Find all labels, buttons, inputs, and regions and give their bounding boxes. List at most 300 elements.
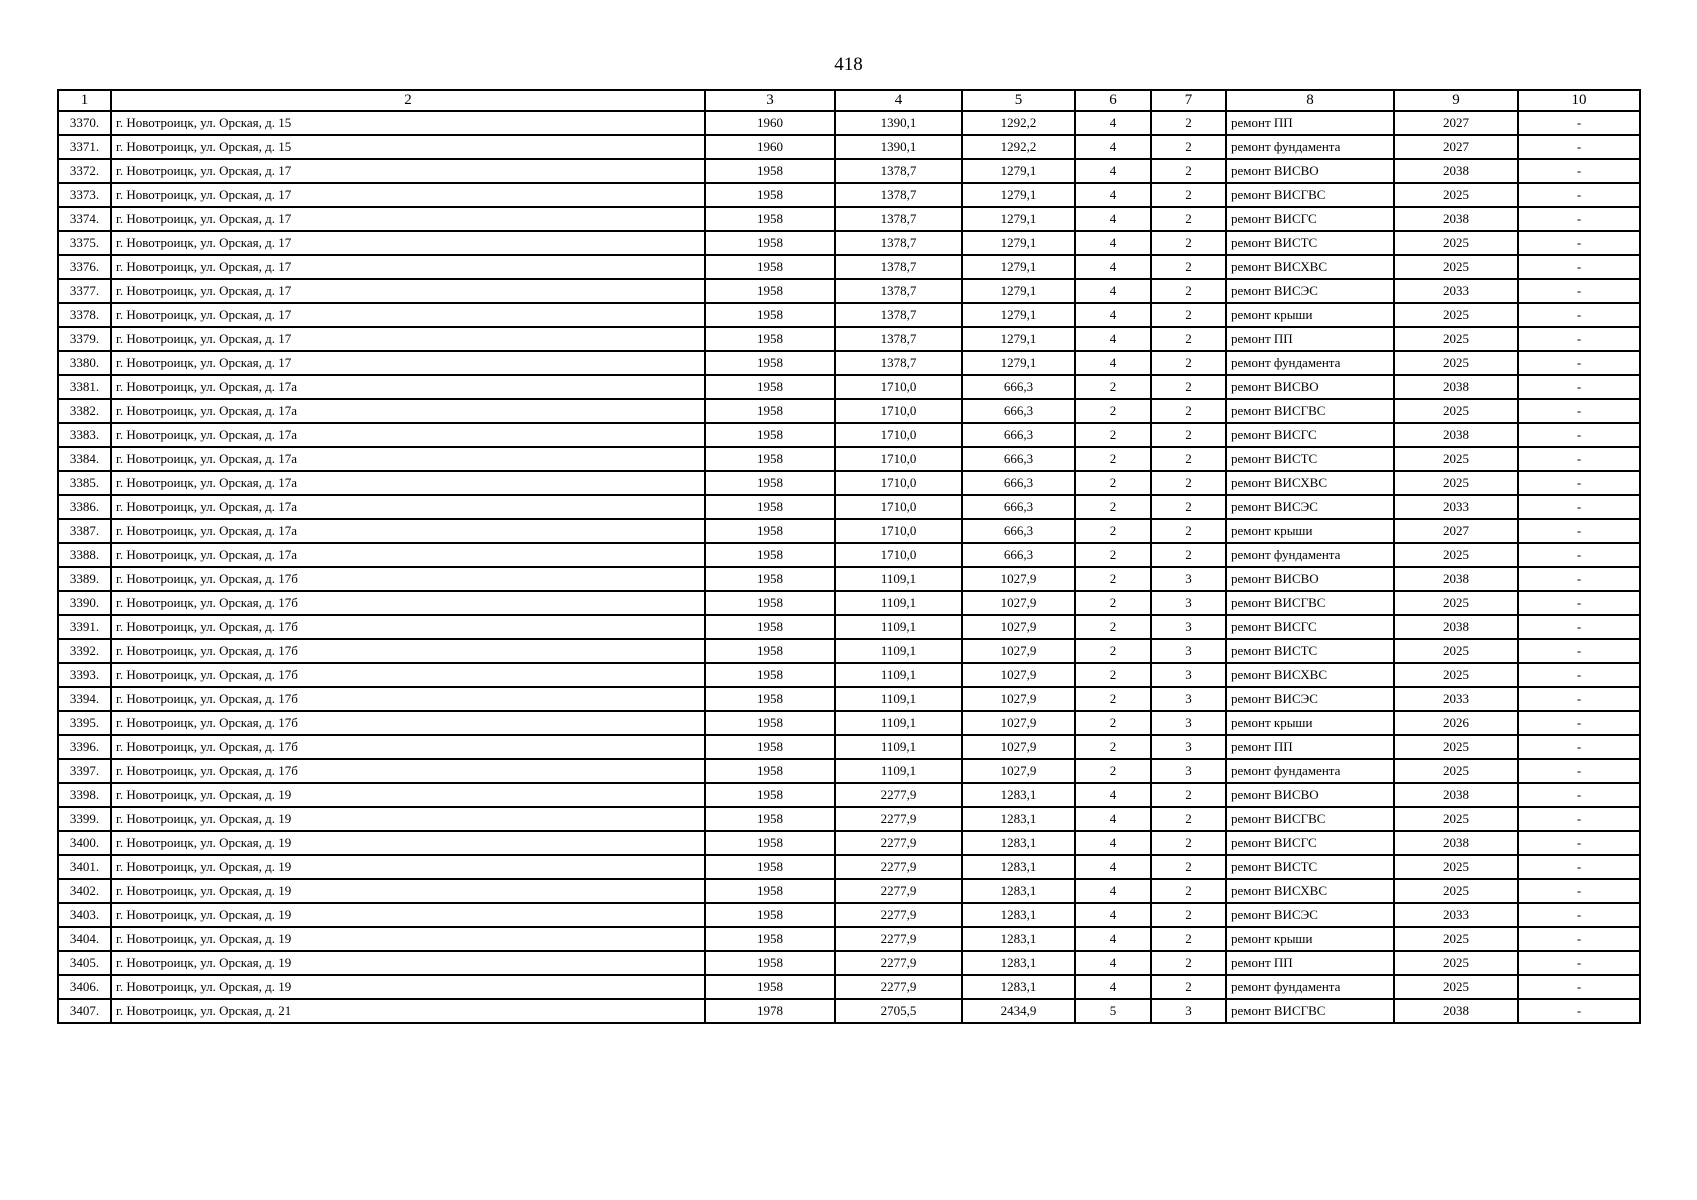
table-body — [58, 111, 1640, 1023]
cell-floors: 2 — [1075, 399, 1151, 423]
cell-build-year: 1958 — [705, 711, 835, 735]
cell-total-area: 1109,1 — [835, 591, 962, 615]
cell-living-area: 666,3 — [962, 423, 1075, 447]
cell-work-type: ремонт ВИСХВС — [1226, 879, 1394, 903]
cell-entrances: 2 — [1151, 543, 1226, 567]
cell-floors: 2 — [1075, 759, 1151, 783]
cell-address: г. Новотроицк, ул. Орская, д. 17 — [111, 327, 705, 351]
cell-cost: - — [1518, 543, 1640, 567]
table-row — [58, 879, 1640, 903]
cell-row-number: 3398. — [58, 783, 111, 807]
cell-address: г. Новотроицк, ул. Орская, д. 17а — [111, 543, 705, 567]
cell-floors: 4 — [1075, 879, 1151, 903]
cell-total-area: 1378,7 — [835, 327, 962, 351]
cell-cost: - — [1518, 831, 1640, 855]
cell-entrances: 3 — [1151, 759, 1226, 783]
cell-cost: - — [1518, 303, 1640, 327]
cell-living-area: 1279,1 — [962, 207, 1075, 231]
cell-work-type: ремонт ВИСТС — [1226, 855, 1394, 879]
cell-cost: - — [1518, 975, 1640, 999]
cell-floors: 4 — [1075, 183, 1151, 207]
cell-planned-year: 2027 — [1394, 519, 1518, 543]
cell-cost: - — [1518, 687, 1640, 711]
cell-living-area: 1279,1 — [962, 303, 1075, 327]
cell-cost: - — [1518, 207, 1640, 231]
cell-row-number: 3401. — [58, 855, 111, 879]
cell-total-area: 1109,1 — [835, 567, 962, 591]
cell-cost: - — [1518, 663, 1640, 687]
cell-planned-year: 2025 — [1394, 855, 1518, 879]
cell-floors: 4 — [1075, 927, 1151, 951]
cell-row-number: 3407. — [58, 999, 111, 1023]
cell-total-area: 1378,7 — [835, 279, 962, 303]
cell-living-area: 1279,1 — [962, 279, 1075, 303]
cell-total-area: 1378,7 — [835, 255, 962, 279]
cell-cost: - — [1518, 951, 1640, 975]
table-row — [58, 855, 1640, 879]
cell-row-number: 3371. — [58, 135, 111, 159]
cell-row-number: 3373. — [58, 183, 111, 207]
cell-build-year: 1958 — [705, 399, 835, 423]
table-row — [58, 183, 1640, 207]
cell-entrances: 2 — [1151, 183, 1226, 207]
cell-build-year: 1958 — [705, 807, 835, 831]
cell-row-number: 3400. — [58, 831, 111, 855]
cell-address: г. Новотроицк, ул. Орская, д. 17а — [111, 375, 705, 399]
table-row — [58, 303, 1640, 327]
cell-address: г. Новотроицк, ул. Орская, д. 17б — [111, 615, 705, 639]
cell-build-year: 1978 — [705, 999, 835, 1023]
cell-build-year: 1958 — [705, 927, 835, 951]
cell-living-area: 1279,1 — [962, 183, 1075, 207]
cell-row-number: 3387. — [58, 519, 111, 543]
cell-planned-year: 2025 — [1394, 351, 1518, 375]
cell-work-type: ремонт ПП — [1226, 111, 1394, 135]
cell-planned-year: 2025 — [1394, 879, 1518, 903]
table-row — [58, 975, 1640, 999]
table-row — [58, 951, 1640, 975]
cell-living-area: 1283,1 — [962, 855, 1075, 879]
cell-row-number: 3404. — [58, 927, 111, 951]
cell-floors: 4 — [1075, 135, 1151, 159]
cell-cost: - — [1518, 519, 1640, 543]
cell-living-area: 1027,9 — [962, 687, 1075, 711]
cell-work-type: ремонт ВИСГВС — [1226, 399, 1394, 423]
cell-living-area: 666,3 — [962, 399, 1075, 423]
table-row — [58, 903, 1640, 927]
cell-living-area: 1292,2 — [962, 111, 1075, 135]
cell-entrances: 2 — [1151, 519, 1226, 543]
cell-entrances: 2 — [1151, 471, 1226, 495]
cell-total-area: 2277,9 — [835, 903, 962, 927]
cell-floors: 2 — [1075, 519, 1151, 543]
cell-planned-year: 2038 — [1394, 567, 1518, 591]
cell-build-year: 1958 — [705, 495, 835, 519]
cell-row-number: 3406. — [58, 975, 111, 999]
cell-entrances: 3 — [1151, 591, 1226, 615]
cell-address: г. Новотроицк, ул. Орская, д. 17б — [111, 639, 705, 663]
cell-work-type: ремонт фундамента — [1226, 759, 1394, 783]
cell-planned-year: 2038 — [1394, 783, 1518, 807]
cell-address: г. Новотроицк, ул. Орская, д. 17а — [111, 447, 705, 471]
col-header-7: 7 — [1151, 90, 1226, 111]
cell-living-area: 1279,1 — [962, 327, 1075, 351]
cell-entrances: 2 — [1151, 903, 1226, 927]
cell-build-year: 1958 — [705, 567, 835, 591]
cell-cost: - — [1518, 927, 1640, 951]
header-row — [58, 90, 1640, 111]
cell-build-year: 1958 — [705, 471, 835, 495]
cell-planned-year: 2025 — [1394, 807, 1518, 831]
cell-work-type: ремонт ПП — [1226, 951, 1394, 975]
cell-living-area: 1283,1 — [962, 879, 1075, 903]
cell-floors: 2 — [1075, 567, 1151, 591]
cell-row-number: 3374. — [58, 207, 111, 231]
table-row — [58, 735, 1640, 759]
cell-row-number: 3372. — [58, 159, 111, 183]
cell-work-type: ремонт ВИСВО — [1226, 567, 1394, 591]
cell-cost: - — [1518, 855, 1640, 879]
cell-row-number: 3389. — [58, 567, 111, 591]
cell-build-year: 1958 — [705, 423, 835, 447]
cell-row-number: 3402. — [58, 879, 111, 903]
cell-row-number: 3397. — [58, 759, 111, 783]
cell-work-type: ремонт ВИСГС — [1226, 831, 1394, 855]
cell-entrances: 2 — [1151, 135, 1226, 159]
cell-cost: - — [1518, 879, 1640, 903]
col-header-9: 9 — [1394, 90, 1518, 111]
cell-total-area: 1378,7 — [835, 159, 962, 183]
cell-work-type: ремонт крыши — [1226, 519, 1394, 543]
cell-build-year: 1960 — [705, 111, 835, 135]
cell-total-area: 1109,1 — [835, 615, 962, 639]
table-row — [58, 423, 1640, 447]
cell-floors: 4 — [1075, 807, 1151, 831]
cell-address: г. Новотроицк, ул. Орская, д. 19 — [111, 975, 705, 999]
cell-build-year: 1958 — [705, 351, 835, 375]
table-row — [58, 375, 1640, 399]
cell-entrances: 2 — [1151, 399, 1226, 423]
cell-work-type: ремонт ВИСХВС — [1226, 255, 1394, 279]
cell-total-area: 1109,1 — [835, 735, 962, 759]
cell-entrances: 2 — [1151, 927, 1226, 951]
cell-entrances: 3 — [1151, 639, 1226, 663]
cell-cost: - — [1518, 231, 1640, 255]
cell-planned-year: 2027 — [1394, 135, 1518, 159]
cell-planned-year: 2038 — [1394, 615, 1518, 639]
cell-build-year: 1958 — [705, 303, 835, 327]
cell-work-type: ремонт ВИСТС — [1226, 639, 1394, 663]
table-row — [58, 231, 1640, 255]
cell-address: г. Новотроицк, ул. Орская, д. 19 — [111, 783, 705, 807]
cell-work-type: ремонт фундамента — [1226, 135, 1394, 159]
cell-row-number: 3392. — [58, 639, 111, 663]
table-row — [58, 279, 1640, 303]
cell-living-area: 1279,1 — [962, 231, 1075, 255]
cell-living-area: 1027,9 — [962, 663, 1075, 687]
cell-address: г. Новотроицк, ул. Орская, д. 17а — [111, 495, 705, 519]
cell-address: г. Новотроицк, ул. Орская, д. 17 — [111, 303, 705, 327]
cell-entrances: 3 — [1151, 687, 1226, 711]
cell-build-year: 1958 — [705, 975, 835, 999]
cell-build-year: 1958 — [705, 591, 835, 615]
cell-total-area: 1710,0 — [835, 399, 962, 423]
cell-work-type: ремонт ВИСЭС — [1226, 903, 1394, 927]
cell-work-type: ремонт ВИСТС — [1226, 231, 1394, 255]
cell-build-year: 1958 — [705, 447, 835, 471]
cell-cost: - — [1518, 759, 1640, 783]
cell-work-type: ремонт крыши — [1226, 303, 1394, 327]
col-header-5: 5 — [962, 90, 1075, 111]
cell-build-year: 1958 — [705, 879, 835, 903]
cell-total-area: 1710,0 — [835, 423, 962, 447]
cell-address: г. Новотроицк, ул. Орская, д. 17а — [111, 399, 705, 423]
table-row — [58, 111, 1640, 135]
cell-work-type: ремонт ПП — [1226, 327, 1394, 351]
cell-living-area: 1027,9 — [962, 735, 1075, 759]
cell-build-year: 1958 — [705, 543, 835, 567]
cell-total-area: 1710,0 — [835, 471, 962, 495]
cell-build-year: 1958 — [705, 327, 835, 351]
cell-cost: - — [1518, 399, 1640, 423]
cell-cost: - — [1518, 735, 1640, 759]
col-header-6: 6 — [1075, 90, 1151, 111]
cell-cost: - — [1518, 567, 1640, 591]
cell-planned-year: 2033 — [1394, 495, 1518, 519]
cell-entrances: 2 — [1151, 279, 1226, 303]
cell-row-number: 3394. — [58, 687, 111, 711]
cell-planned-year: 2038 — [1394, 375, 1518, 399]
cell-row-number: 3405. — [58, 951, 111, 975]
cell-work-type: ремонт ВИСГВС — [1226, 999, 1394, 1023]
cell-living-area: 1283,1 — [962, 783, 1075, 807]
cell-floors: 2 — [1075, 447, 1151, 471]
cell-entrances: 3 — [1151, 735, 1226, 759]
cell-row-number: 3370. — [58, 111, 111, 135]
cell-planned-year: 2038 — [1394, 159, 1518, 183]
cell-living-area: 1027,9 — [962, 711, 1075, 735]
cell-work-type: ремонт фундамента — [1226, 543, 1394, 567]
table-row — [58, 687, 1640, 711]
cell-floors: 2 — [1075, 471, 1151, 495]
table-row — [58, 495, 1640, 519]
table-row — [58, 255, 1640, 279]
cell-build-year: 1958 — [705, 207, 835, 231]
cell-entrances: 2 — [1151, 783, 1226, 807]
table-row — [58, 519, 1640, 543]
table-row — [58, 351, 1640, 375]
cell-cost: - — [1518, 135, 1640, 159]
cell-living-area: 1027,9 — [962, 615, 1075, 639]
cell-living-area: 2434,9 — [962, 999, 1075, 1023]
cell-total-area: 1710,0 — [835, 375, 962, 399]
cell-build-year: 1958 — [705, 951, 835, 975]
table-row — [58, 807, 1640, 831]
cell-living-area: 666,3 — [962, 447, 1075, 471]
cell-total-area: 1378,7 — [835, 231, 962, 255]
cell-address: г. Новотроицк, ул. Орская, д. 19 — [111, 831, 705, 855]
cell-build-year: 1958 — [705, 615, 835, 639]
table-row — [58, 759, 1640, 783]
table-row — [58, 471, 1640, 495]
cell-entrances: 2 — [1151, 159, 1226, 183]
cell-work-type: ремонт ВИСЭС — [1226, 495, 1394, 519]
cell-floors: 2 — [1075, 615, 1151, 639]
cell-work-type: ремонт ВИСВО — [1226, 375, 1394, 399]
col-header-1: 1 — [58, 90, 111, 111]
cell-row-number: 3377. — [58, 279, 111, 303]
cell-total-area: 1378,7 — [835, 183, 962, 207]
cell-cost: - — [1518, 999, 1640, 1023]
cell-total-area: 1109,1 — [835, 759, 962, 783]
cell-build-year: 1958 — [705, 255, 835, 279]
cell-planned-year: 2025 — [1394, 759, 1518, 783]
cell-floors: 2 — [1075, 495, 1151, 519]
cell-entrances: 3 — [1151, 999, 1226, 1023]
cell-address: г. Новотроицк, ул. Орская, д. 17б — [111, 591, 705, 615]
cell-build-year: 1958 — [705, 831, 835, 855]
cell-living-area: 666,3 — [962, 471, 1075, 495]
cell-row-number: 3376. — [58, 255, 111, 279]
cell-living-area: 1027,9 — [962, 759, 1075, 783]
cell-living-area: 666,3 — [962, 519, 1075, 543]
cell-work-type: ремонт крыши — [1226, 711, 1394, 735]
cell-planned-year: 2025 — [1394, 471, 1518, 495]
cell-cost: - — [1518, 591, 1640, 615]
cell-entrances: 2 — [1151, 975, 1226, 999]
cell-build-year: 1958 — [705, 663, 835, 687]
cell-work-type: ремонт ПП — [1226, 735, 1394, 759]
cell-planned-year: 2033 — [1394, 687, 1518, 711]
cell-work-type: ремонт крыши — [1226, 927, 1394, 951]
cell-planned-year: 2025 — [1394, 183, 1518, 207]
cell-total-area: 1390,1 — [835, 135, 962, 159]
cell-build-year: 1958 — [705, 783, 835, 807]
cell-row-number: 3396. — [58, 735, 111, 759]
table-row — [58, 639, 1640, 663]
cell-total-area: 2277,9 — [835, 951, 962, 975]
cell-work-type: ремонт фундамента — [1226, 975, 1394, 999]
table-row — [58, 543, 1640, 567]
table-row — [58, 711, 1640, 735]
cell-work-type: ремонт ВИСВО — [1226, 783, 1394, 807]
cell-total-area: 1378,7 — [835, 351, 962, 375]
cell-living-area: 1283,1 — [962, 807, 1075, 831]
cell-living-area: 1283,1 — [962, 951, 1075, 975]
cell-total-area: 2277,9 — [835, 879, 962, 903]
cell-floors: 4 — [1075, 903, 1151, 927]
cell-address: г. Новотроицк, ул. Орская, д. 15 — [111, 135, 705, 159]
cell-cost: - — [1518, 375, 1640, 399]
cell-row-number: 3393. — [58, 663, 111, 687]
cell-address: г. Новотроицк, ул. Орская, д. 17 — [111, 279, 705, 303]
table-row — [58, 207, 1640, 231]
cell-living-area: 1283,1 — [962, 927, 1075, 951]
cell-planned-year: 2025 — [1394, 663, 1518, 687]
cell-planned-year: 2025 — [1394, 951, 1518, 975]
cell-planned-year: 2025 — [1394, 231, 1518, 255]
cell-cost: - — [1518, 471, 1640, 495]
cell-build-year: 1958 — [705, 855, 835, 879]
cell-total-area: 1710,0 — [835, 447, 962, 471]
cell-row-number: 3390. — [58, 591, 111, 615]
cell-entrances: 2 — [1151, 495, 1226, 519]
cell-address: г. Новотроицк, ул. Орская, д. 17 — [111, 255, 705, 279]
cell-entrances: 2 — [1151, 111, 1226, 135]
cell-planned-year: 2025 — [1394, 591, 1518, 615]
cell-floors: 4 — [1075, 279, 1151, 303]
cell-floors: 2 — [1075, 423, 1151, 447]
cell-address: г. Новотроицк, ул. Орская, д. 15 — [111, 111, 705, 135]
cell-work-type: ремонт ВИСТС — [1226, 447, 1394, 471]
cell-cost: - — [1518, 159, 1640, 183]
cell-planned-year: 2038 — [1394, 999, 1518, 1023]
cell-entrances: 2 — [1151, 207, 1226, 231]
table-row — [58, 783, 1640, 807]
cell-floors: 2 — [1075, 591, 1151, 615]
cell-entrances: 3 — [1151, 615, 1226, 639]
cell-entrances: 3 — [1151, 663, 1226, 687]
cell-build-year: 1960 — [705, 135, 835, 159]
cell-row-number: 3375. — [58, 231, 111, 255]
cell-floors: 4 — [1075, 207, 1151, 231]
cell-living-area: 1283,1 — [962, 903, 1075, 927]
cell-total-area: 2277,9 — [835, 783, 962, 807]
cell-total-area: 1378,7 — [835, 303, 962, 327]
cell-total-area: 2277,9 — [835, 975, 962, 999]
cell-planned-year: 2025 — [1394, 543, 1518, 567]
cell-address: г. Новотроицк, ул. Орская, д. 17а — [111, 423, 705, 447]
cell-build-year: 1958 — [705, 639, 835, 663]
cell-work-type: ремонт ВИСГС — [1226, 615, 1394, 639]
cell-entrances: 2 — [1151, 807, 1226, 831]
cell-planned-year: 2025 — [1394, 927, 1518, 951]
cell-work-type: ремонт ВИСГВС — [1226, 591, 1394, 615]
cell-row-number: 3385. — [58, 471, 111, 495]
cell-living-area: 1027,9 — [962, 639, 1075, 663]
col-header-2: 2 — [111, 90, 705, 111]
col-header-10: 10 — [1518, 90, 1640, 111]
cell-entrances: 2 — [1151, 951, 1226, 975]
table-row — [58, 591, 1640, 615]
cell-planned-year: 2033 — [1394, 279, 1518, 303]
cell-total-area: 2277,9 — [835, 807, 962, 831]
cell-address: г. Новотроицк, ул. Орская, д. 17 — [111, 159, 705, 183]
cell-floors: 4 — [1075, 951, 1151, 975]
cell-floors: 2 — [1075, 639, 1151, 663]
cell-cost: - — [1518, 351, 1640, 375]
cell-address: г. Новотроицк, ул. Орская, д. 21 — [111, 999, 705, 1023]
cell-work-type: ремонт ВИСГВС — [1226, 183, 1394, 207]
cell-floors: 4 — [1075, 231, 1151, 255]
cell-row-number: 3383. — [58, 423, 111, 447]
cell-row-number: 3388. — [58, 543, 111, 567]
page-number: 418 — [834, 54, 863, 75]
cell-address: г. Новотроицк, ул. Орская, д. 17б — [111, 759, 705, 783]
cell-planned-year: 2038 — [1394, 831, 1518, 855]
col-header-4: 4 — [835, 90, 962, 111]
cell-floors: 2 — [1075, 375, 1151, 399]
cell-living-area: 1279,1 — [962, 159, 1075, 183]
cell-row-number: 3403. — [58, 903, 111, 927]
cell-floors: 4 — [1075, 831, 1151, 855]
col-header-8: 8 — [1226, 90, 1394, 111]
cell-address: г. Новотроицк, ул. Орская, д. 17а — [111, 519, 705, 543]
cell-work-type: ремонт ВИСВО — [1226, 159, 1394, 183]
cell-address: г. Новотроицк, ул. Орская, д. 17 — [111, 183, 705, 207]
cell-living-area: 1027,9 — [962, 567, 1075, 591]
cell-planned-year: 2025 — [1394, 303, 1518, 327]
